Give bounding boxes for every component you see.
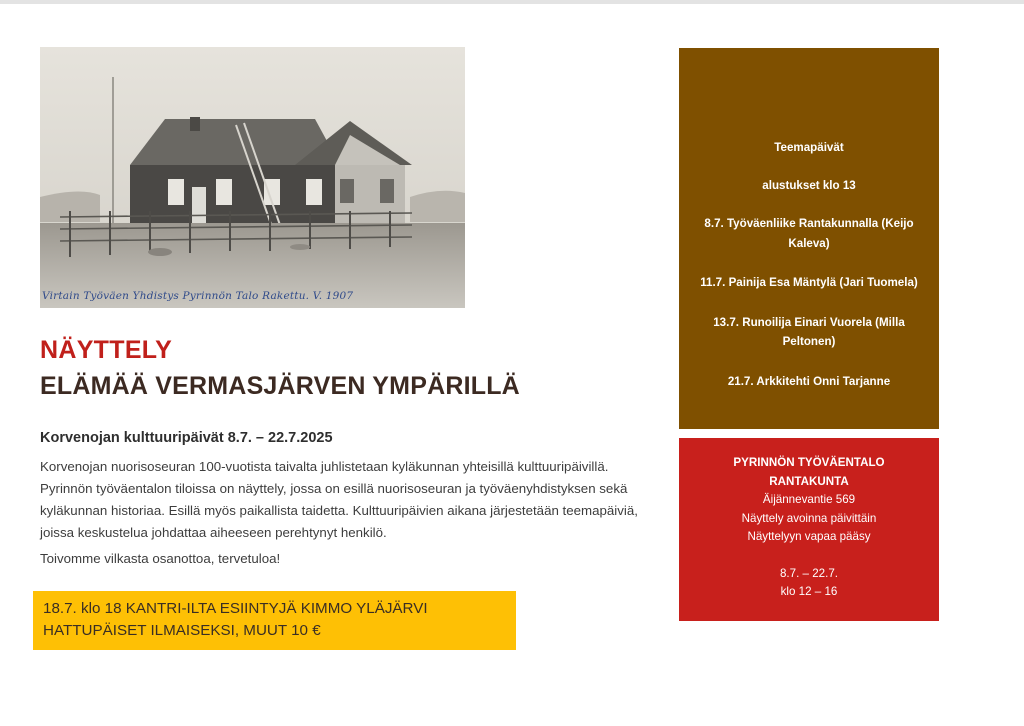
talks-time: alustukset klo 13 xyxy=(762,179,856,192)
historic-photo xyxy=(40,47,465,308)
theme-days-list xyxy=(679,214,939,391)
opening-hours: klo 12 – 16 xyxy=(780,585,838,598)
venue-area: RANTAKUNTA xyxy=(769,474,849,488)
venue-name: PYRINNÖN TYÖVÄENTALO xyxy=(733,456,885,469)
theme-days-title: Teemapäivät xyxy=(774,141,844,154)
exhibition-title: ELÄMÄÄ VERMASJÄRVEN YMPÄRILLÄ xyxy=(40,372,520,400)
theme-day-item: 11.7. Painija Esa Mäntylä (Jari Tuomela) xyxy=(700,276,918,289)
welcome-text: Toivomme vilkasta osanottoa, tervetuloa! xyxy=(40,551,281,566)
theme-day-item: 13.7. Runoilija Einari Vuorela (Milla Peltonen) xyxy=(713,315,905,348)
workers-hall-photo-illustration xyxy=(40,47,465,308)
callout-line-2: HATTUPÄISET ILMAISEKSI, MUUT 10 € xyxy=(43,622,321,639)
venue-address: Äijännevantie 569 xyxy=(762,493,856,506)
callout-line-1: 18.7. klo 18 KANTRI-ILTA ESIINTYJÄ KIMMO YLÄJÄRVI xyxy=(43,600,428,617)
opening-info: Näyttely avoinna päivittäin xyxy=(741,511,877,525)
photo-caption: Virtain Työväen Yhdistys Pyrinnön Talo Rakettu. V. 1907 xyxy=(42,290,354,302)
country-night-callout xyxy=(33,591,516,650)
theme-day-item: 8.7. Työväenliike Rantakunnalla (Keijo Kaleva) xyxy=(704,217,914,250)
culture-days-subheading: Korvenojan kulttuuripäivät 8.7. – 22.7.2025 xyxy=(40,430,333,446)
entry-info: Näyttelyyn vapaa pääsy xyxy=(747,530,871,543)
intro-paragraph: Korvenojan nuorisoseuran 100-vuotista taivalta juhlistetaan kyläkunnan yhteisillä kulttuuripäivillä. Pyrinnön työväentalon tiloissa on näyttely, jossa on esillä nuorisoseuran ja työväenyhdistyksen sekä kyläkunnan historiaa. Esillä myös paikallista taidetta. Kulttuuripäivien aikana järjestetään teemapäiviä, joissa keskustelua johdattaa aiheeseen perehtynyt henkilö. xyxy=(40,459,638,540)
theme-day-item: 21.7. Arkkitehti Onni Tarjanne xyxy=(727,374,891,388)
top-border xyxy=(0,0,1024,4)
exhibition-dates: 8.7. – 22.7. xyxy=(779,566,838,580)
theme-days-panel xyxy=(679,48,939,429)
venue-info-panel xyxy=(679,438,939,621)
exhibition-label: NÄYTTELY xyxy=(40,336,173,364)
